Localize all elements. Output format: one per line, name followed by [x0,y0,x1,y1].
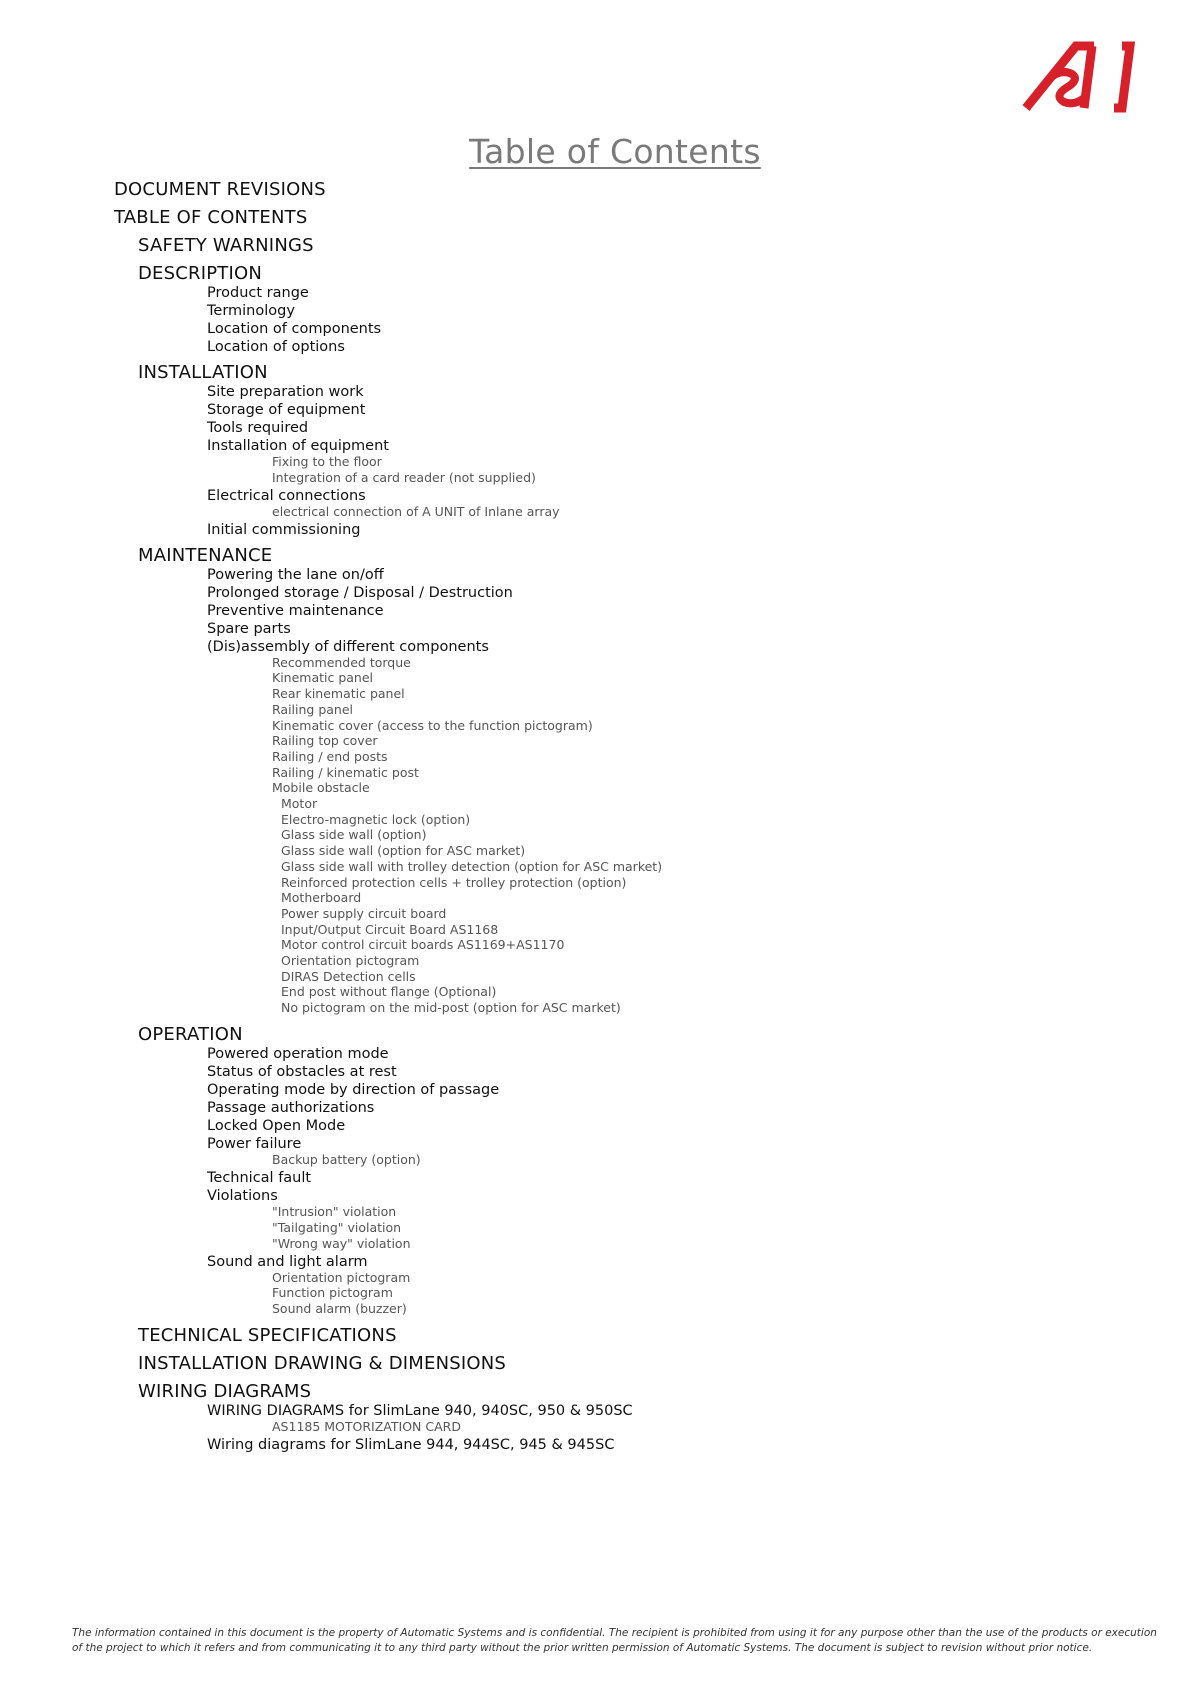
toc-entry-level-4[interactable]: No pictogram on the mid-post (option for ASC market) [281,1000,621,1016]
toc-entry-level-3[interactable]: "Intrusion" violation [272,1204,397,1220]
toc-entry-level-3[interactable]: Rear kinematic panel [272,686,405,702]
footer-line-2: of the project to which it refers and from communicating it to any third party without the prior written permission of Automatic Systems. The document is subject to revision without prior notice. [72,1642,1093,1654]
toc-entry-level-4[interactable]: Input/Output Circuit Board AS1168 [281,921,499,937]
page-title: Table of Contents [469,132,761,171]
toc-entry-level-4[interactable]: Orientation pictogram [281,953,420,968]
toc-entry-level-4[interactable]: Glass side wall with trolley detection (option for ASC market) [281,858,663,874]
toc-entry-level-2[interactable]: (Dis)assembly of different components [207,638,489,655]
toc-entry-level-3[interactable]: Railing / kinematic post [272,764,419,780]
toc-entry-level-2[interactable]: Preventive maintenance [207,602,384,619]
toc-entry-level-2[interactable]: Location of components [207,321,382,337]
toc-entry-level-2[interactable]: Prolonged storage / Disposal / Destruction [207,584,513,601]
toc-entry-level-2[interactable]: Powering the lane on/off [207,566,384,583]
toc-entry-level-4[interactable]: Glass side wall (option) [281,827,427,843]
toc-entry-level-2[interactable]: Wiring diagrams for SlimLane 944, 944SC, 945 & 945SC [207,1436,615,1453]
toc-entry-level-3[interactable]: Railing top cover [272,733,378,749]
toc-entry-level-4[interactable]: Glass side wall (option for ASC market) [281,843,526,859]
toc-entry-level-3[interactable]: Mobile obstacle [272,780,370,796]
toc-entry-level-2[interactable]: Terminology [207,303,295,319]
toc-entry-level-4[interactable]: DIRAS Detection cells [281,968,416,984]
toc-entry-level-2[interactable]: Passage authorizations [207,1100,375,1117]
toc-entry-level-3[interactable]: AS1185 MOTORIZATION CARD [272,1418,461,1434]
toc-entry-level-3[interactable]: Railing panel [272,701,353,717]
toc-entry-level-3[interactable]: Backup battery (option) [272,1152,421,1168]
toc-entry-level-3[interactable]: Kinematic cover (access to the function pictogram) [272,717,593,733]
toc-entry-level-2[interactable]: Electrical connections [207,487,366,504]
toc-entry-level-2[interactable]: Spare parts [207,620,291,637]
toc-entry-level-4[interactable]: Power supply circuit board [281,905,447,921]
toc-entry-level-2[interactable]: Product range [207,285,309,301]
toc-entry-level-1[interactable]: TECHNICAL SPECIFICATIONS [138,1324,397,1346]
toc-entry-level-3[interactable]: Integration of a card reader (not supplied) [272,469,536,485]
toc-entry-level-3[interactable]: electrical connection of A UNIT of Inlane array [272,503,560,519]
toc-entry-level-4[interactable]: Motor [281,796,318,811]
toc-entry-level-2[interactable]: Location of options [207,339,345,355]
toc-entry-level-3[interactable]: "Tailgating" violation [272,1219,402,1235]
toc-entry-level-2[interactable]: Violations [207,1188,278,1205]
toc-entry-level-2[interactable]: Sound and light alarm [207,1253,368,1270]
toc-entry-level-4[interactable]: Motherboard [281,890,362,906]
toc-entry-level-3[interactable]: Recommended torque [272,654,411,670]
toc-entry-level-3[interactable]: Orientation pictogram [272,1269,411,1285]
toc-entry-level-1[interactable]: MAINTENANCE [138,544,273,566]
footer-line-1: The information contained in this document is the property of Automatic Systems and is confidential. The recipient is prohibited from using it for any purpose other than the use of the products or execution [72,1627,1157,1639]
toc-entry-level-2[interactable]: Status of obstacles at rest [207,1064,397,1081]
toc-entry-level-2[interactable]: Locked Open Mode [207,1118,346,1135]
toc-entry-level-1[interactable]: INSTALLATION [138,362,268,383]
toc-entry-level-2[interactable]: Operating mode by direction of passage [207,1082,500,1099]
toc-entry-level-3[interactable]: Function pictogram [272,1285,393,1301]
toc-entry-level-4[interactable]: End post without flange (Optional) [281,984,497,1000]
toc-entry-level-2[interactable]: Power failure [207,1136,302,1153]
toc-entry-level-2[interactable]: Installation of equipment [207,438,389,454]
toc-entry-level-2[interactable]: Storage of equipment [207,402,366,418]
toc-entry-level-3[interactable]: Fixing to the floor [272,454,382,469]
toc-entry-level-1[interactable]: INSTALLATION DRAWING & DIMENSIONS [138,1352,507,1374]
toc-entry-level-2[interactable]: Tools required [207,420,309,436]
toc-entry-level-4[interactable]: Reinforced protection cells + trolley protection (option) [281,874,627,890]
toc-entry-level-0[interactable]: DOCUMENT REVISIONS [114,179,326,200]
toc-entry-level-4[interactable]: Motor control circuit boards AS1169+AS1170 [281,937,565,953]
toc-entry-level-3[interactable]: Railing / end posts [272,748,388,764]
toc-entry-level-2[interactable]: Initial commissioning [207,521,361,538]
toc-entry-level-1[interactable]: DESCRIPTION [138,263,263,284]
toc-entry-level-4[interactable]: Electro-magnetic lock (option) [281,811,471,827]
toc-entry-level-2[interactable]: WIRING DIAGRAMS for SlimLane 940, 940SC, 950 & 950SC [207,1402,633,1419]
confidentiality-notice [72,1626,1157,1656]
toc-entry-level-1[interactable]: WIRING DIAGRAMS [138,1380,312,1402]
toc-entry-level-3[interactable]: Kinematic panel [272,670,374,686]
toc-entry-level-3[interactable]: "Wrong way" violation [272,1235,411,1251]
toc-entry-level-3[interactable]: Sound alarm (buzzer) [272,1300,407,1316]
toc-entry-level-2[interactable]: Technical fault [207,1170,312,1187]
toc-entry-level-1[interactable]: OPERATION [138,1024,243,1046]
toc-entry-level-0[interactable]: TABLE OF CONTENTS [114,207,308,228]
toc-entry-level-2[interactable]: Site preparation work [207,384,364,400]
toc-entry-level-1[interactable]: SAFETY WARNINGS [138,235,314,256]
toc-entry-level-2[interactable]: Powered operation mode [207,1046,389,1063]
